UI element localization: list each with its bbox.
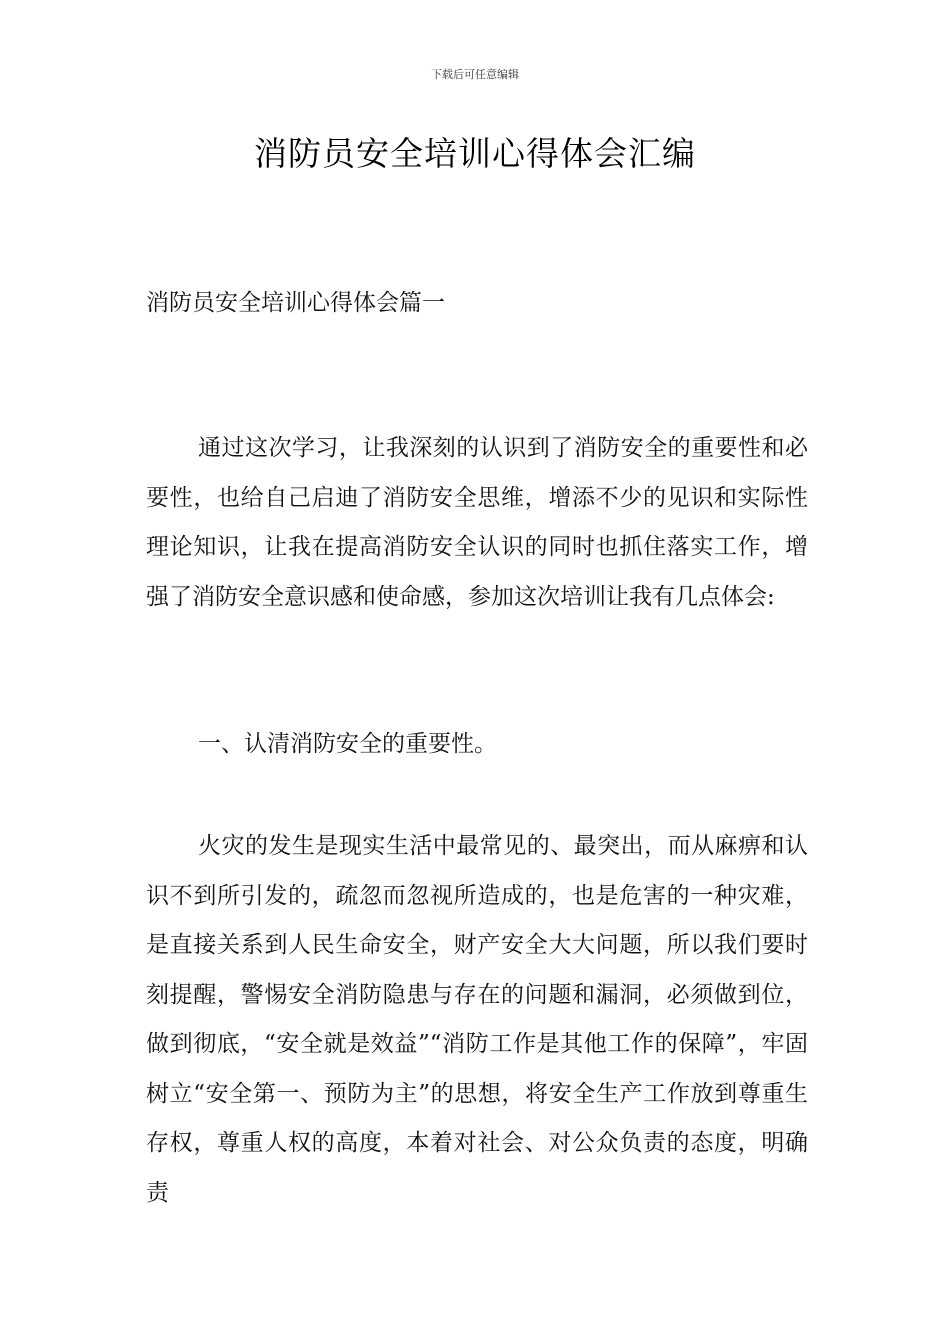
section-title: 消防员安全培训心得体会篇一 <box>146 290 445 316</box>
paragraph-heading-one: 一、认清消防安全的重要性。 <box>198 731 497 757</box>
paragraph-intro: 通过这次学习，让我深刻的认识到了消防安全的重要性和必要性，也给自己启迪了消防安全思维，增添不少的见识和实际性理论知识，让我在提高消防安全认识的同时也抓住落实工作，增强了消防安全意识感和使命感，参加这次培训让我有几点体会: <box>146 435 808 610</box>
paragraph-fire-hazards: 火灾的发生是现实生活中最常见的、最突出，而从麻痹和认识不到所引发的，疏忽而忽视所造成的，也是危害的一种灾难，是直接关系到人民生命安全，财产安全大大问题，所以我们要时刻提醒，警惕安全消防隐患与存在的问题和漏洞，必须做到位，做到彻底，“安全就是效益”“消防工作是其他工作的保障”，牢固树立“安全第一、预防为主”的思想，将安全生产工作放到尊重生存权，尊重人权的高度，本着对社会、对公众负责的态度，明确责 <box>146 833 808 1206</box>
header-note: 下载后可任意编辑 <box>431 68 519 81</box>
document-title: 消防员安全培训心得体会汇编 <box>254 134 696 173</box>
